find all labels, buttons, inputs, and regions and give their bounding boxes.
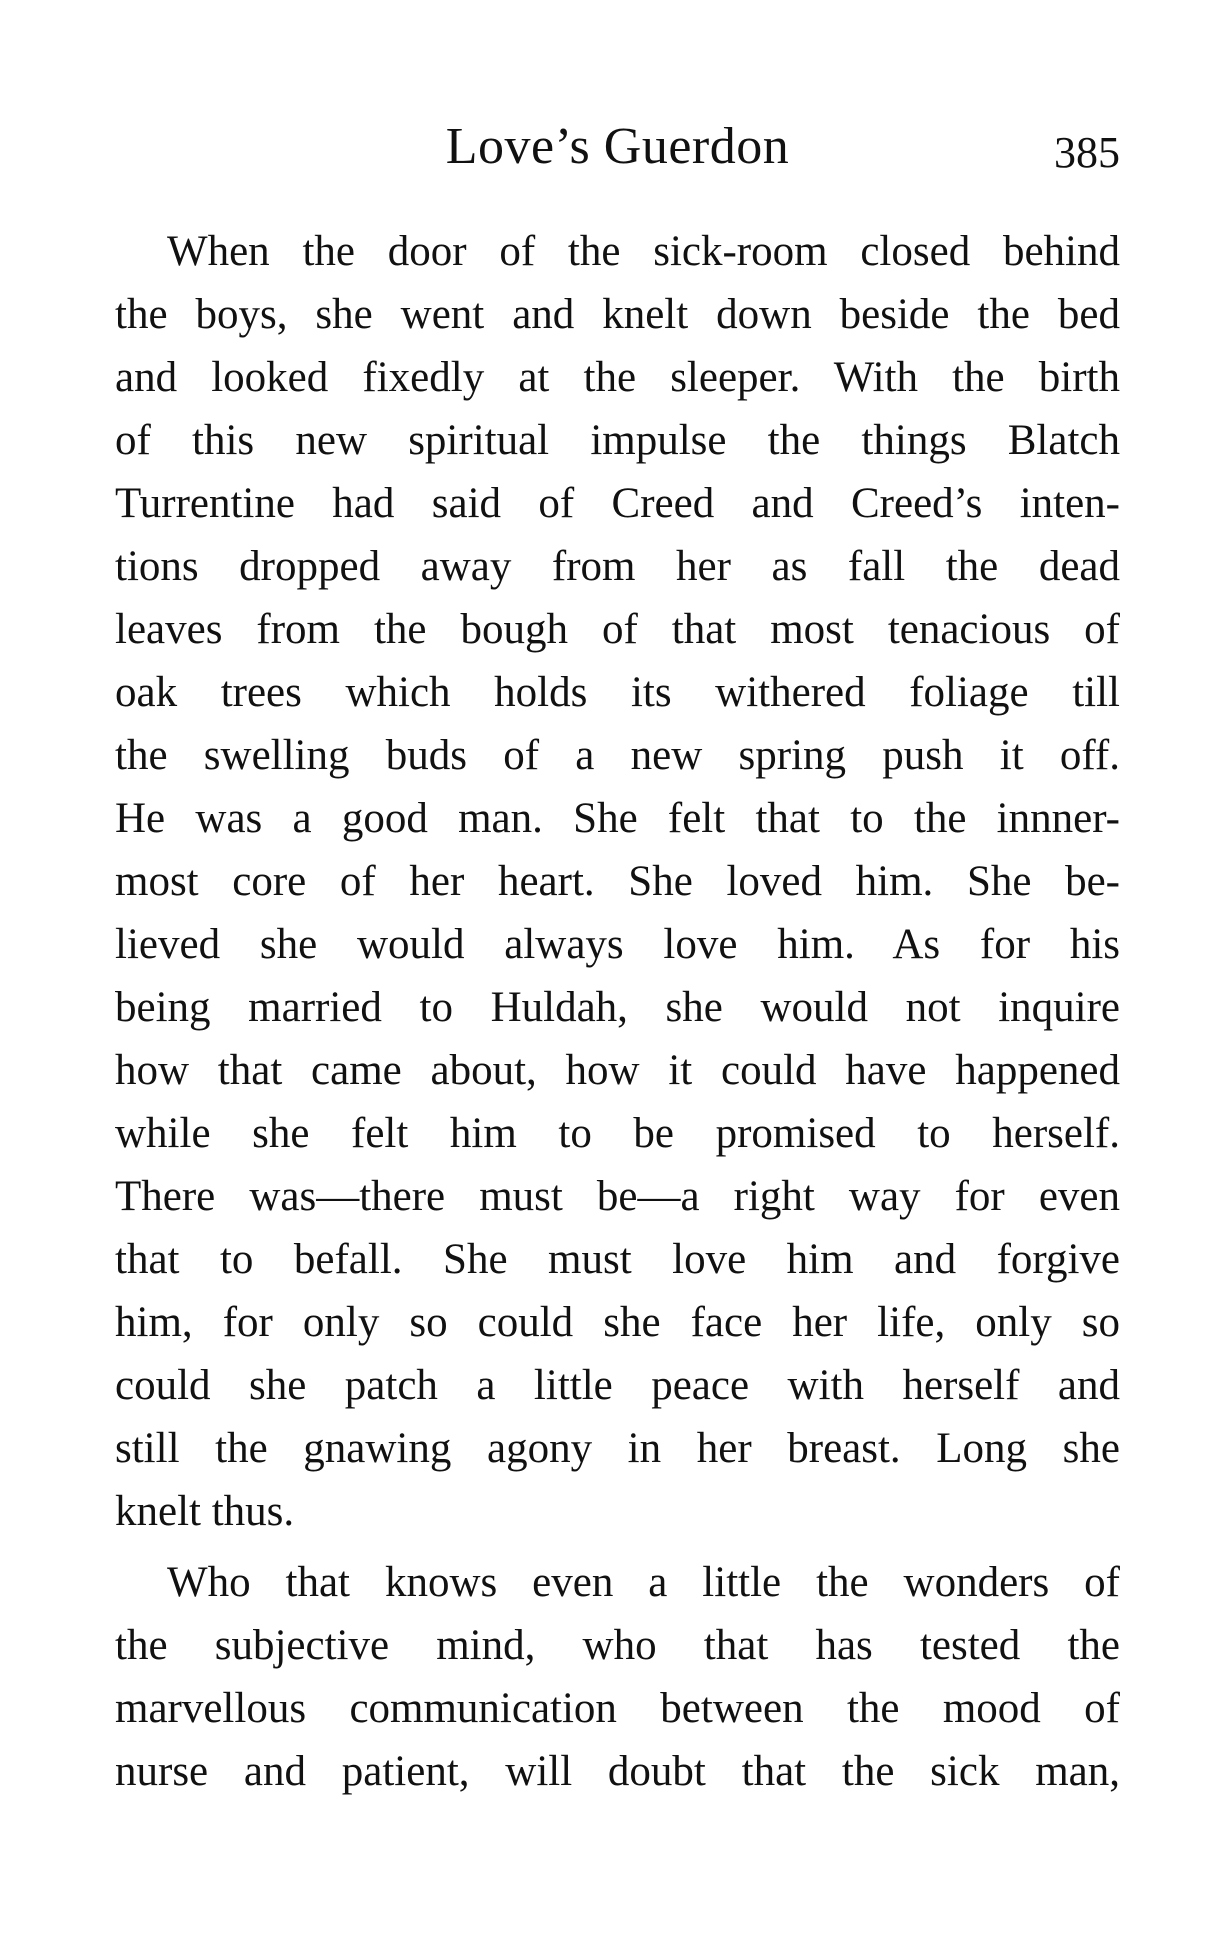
text-line: the subjective mind, who that has tested the (115, 1622, 1120, 1669)
text-line: Who that knows even a little the wonders of (167, 1559, 1120, 1606)
text-line: most core of her heart. She loved him. She be- (115, 858, 1120, 905)
text-line: When the door of the sick-room closed behind (167, 228, 1120, 275)
text-line: tions dropped away from her as fall the dead (115, 543, 1120, 590)
text-line: of this new spiritual impulse the things Blatch (115, 417, 1120, 464)
page-number: 385 (1054, 128, 1120, 177)
text-line: still the gnawing agony in her breast. Long she (115, 1425, 1120, 1472)
text-line: him, for only so could she face her life, only so (115, 1299, 1120, 1346)
text-line: lieved she would always love him. As for his (115, 921, 1120, 968)
text-line: while she felt him to be promised to herself. (115, 1110, 1120, 1157)
text-line: Turrentine had said of Creed and Creed’s inten- (115, 480, 1120, 527)
paragraph-1 (115, 220, 1120, 1543)
body-text (115, 220, 1120, 1803)
text-line: marvellous communication between the mood of (115, 1685, 1120, 1732)
text-line: and looked fixedly at the sleeper. With the birth (115, 354, 1120, 401)
running-title: Love’s Guerdon (445, 118, 790, 175)
text-line: how that came about, how it could have happened (115, 1047, 1120, 1094)
text-line: There was—there must be—a right way for even (115, 1173, 1120, 1220)
text-line: that to befall. She must love him and forgive (115, 1236, 1120, 1283)
text-line: the boys, she went and knelt down beside the bed (115, 291, 1120, 338)
text-line: oak trees which holds its withered foliage till (115, 669, 1120, 716)
running-head (115, 112, 1120, 182)
text-line: being married to Huldah, she would not inquire (115, 984, 1120, 1031)
text-line: could she patch a little peace with herself and (115, 1362, 1120, 1409)
text-line: the swelling buds of a new spring push it off. (115, 732, 1120, 779)
paragraph-2 (115, 1551, 1120, 1803)
text-line: leaves from the bough of that most tenacious of (115, 606, 1120, 653)
text-line: knelt thus. (115, 1488, 295, 1535)
text-line: nurse and patient, will doubt that the sick man, (115, 1748, 1120, 1795)
text-line: He was a good man. She felt that to the innner- (115, 795, 1120, 842)
